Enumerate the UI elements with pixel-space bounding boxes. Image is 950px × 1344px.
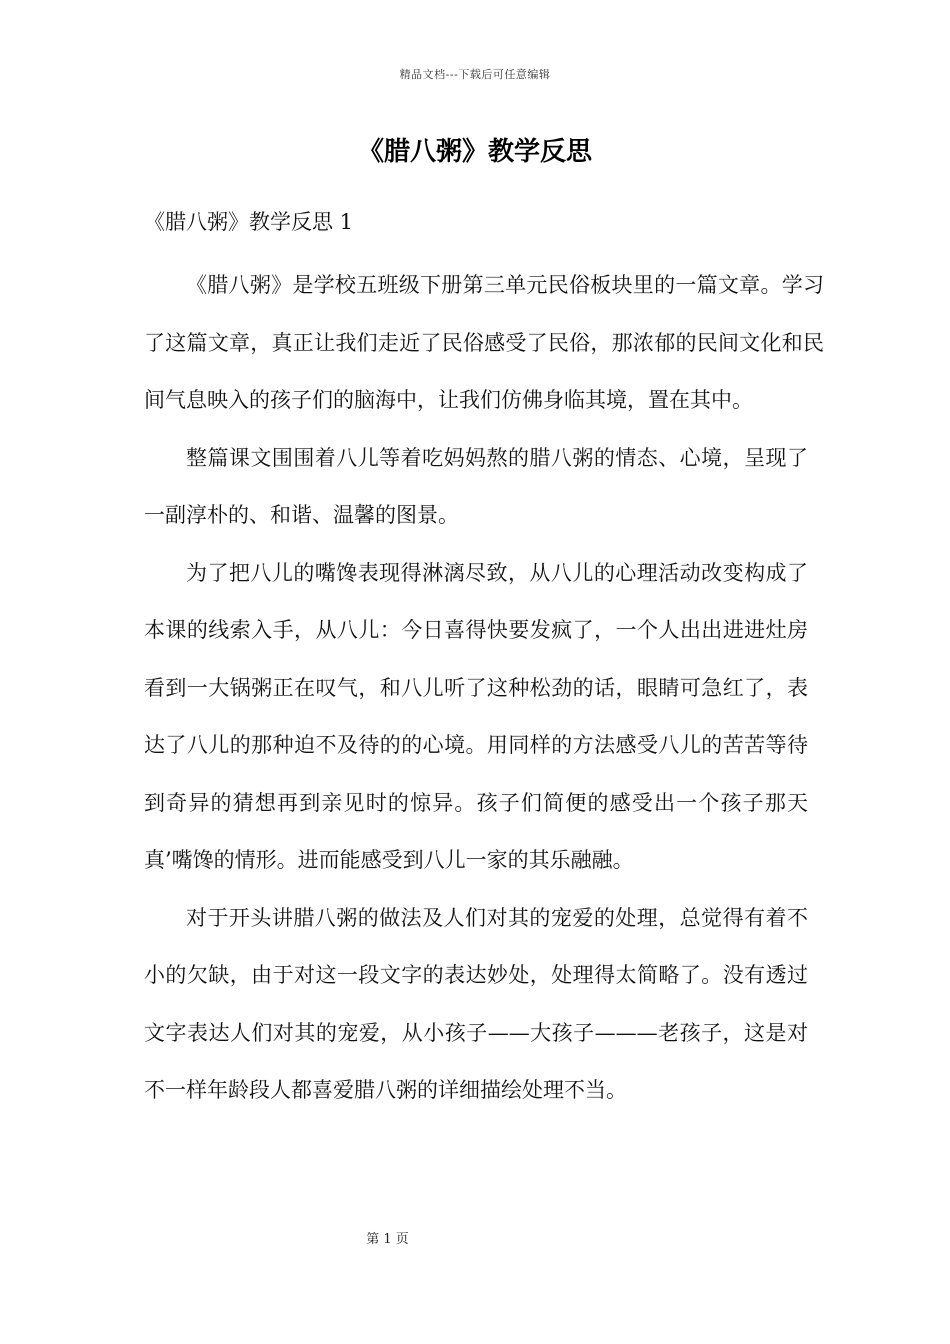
paragraph-1: 《腊八粥》是学校五班级下册第三单元民俗板块里的一篇文章。学习了这篇文章，真正让我们走近了民俗感受了民俗，那浓郁的民间文化和民间气息映入的孩子们的脑海中，让我们仿佛身临其境，置在其中。 xyxy=(144,273,824,412)
document-title: 《腊八粥》教学反思 xyxy=(357,137,592,167)
page-footer xyxy=(0,1228,775,1247)
page-header: 精品文档---下载后可任意编辑 xyxy=(399,68,551,81)
paragraph-4: 对于开头讲腊八粥的做法及人们对其的宠爱的处理，总觉得有着不小的欠缺，由于对这一段文字的表达妙处，处理得太简略了。没有透过文字表达人们对其的宠爱，从小孩子——大孩子———老孩子，这是对不一样年龄段人都喜爱腊八粥的详细描绘处理不当。 xyxy=(144,905,808,1102)
document-body xyxy=(144,257,824,1120)
paragraph-2: 整篇课文围围着八儿等着吃妈妈熬的腊八粥的情态、心境，呈现了一副淳朴的、和谐、温馨的图景。 xyxy=(144,445,808,527)
paragraph-3: 为了把八儿的嘴馋表现得淋漓尽致，从八儿的心理活动改变构成了本课的线索入手，从八儿：今日喜得快要发疯了，一个人出出进进灶房看到一大锅粥正在叹气，和八儿听了这种松劲的话，眼睛可急红了，表达了八儿的那种迫不及待的的心境。用同样的方法感受八儿的苦苦等待到奇异的猜想再到亲见时的惊异。孩子们简便的感受出一个孩子那天真’嘴馋的情形。进而能感受到八儿一家的其乐融融。 xyxy=(144,560,808,872)
section-heading: 《腊八粥》教学反思 1 xyxy=(144,210,354,234)
page-number: 第 1 页 xyxy=(366,1232,409,1247)
